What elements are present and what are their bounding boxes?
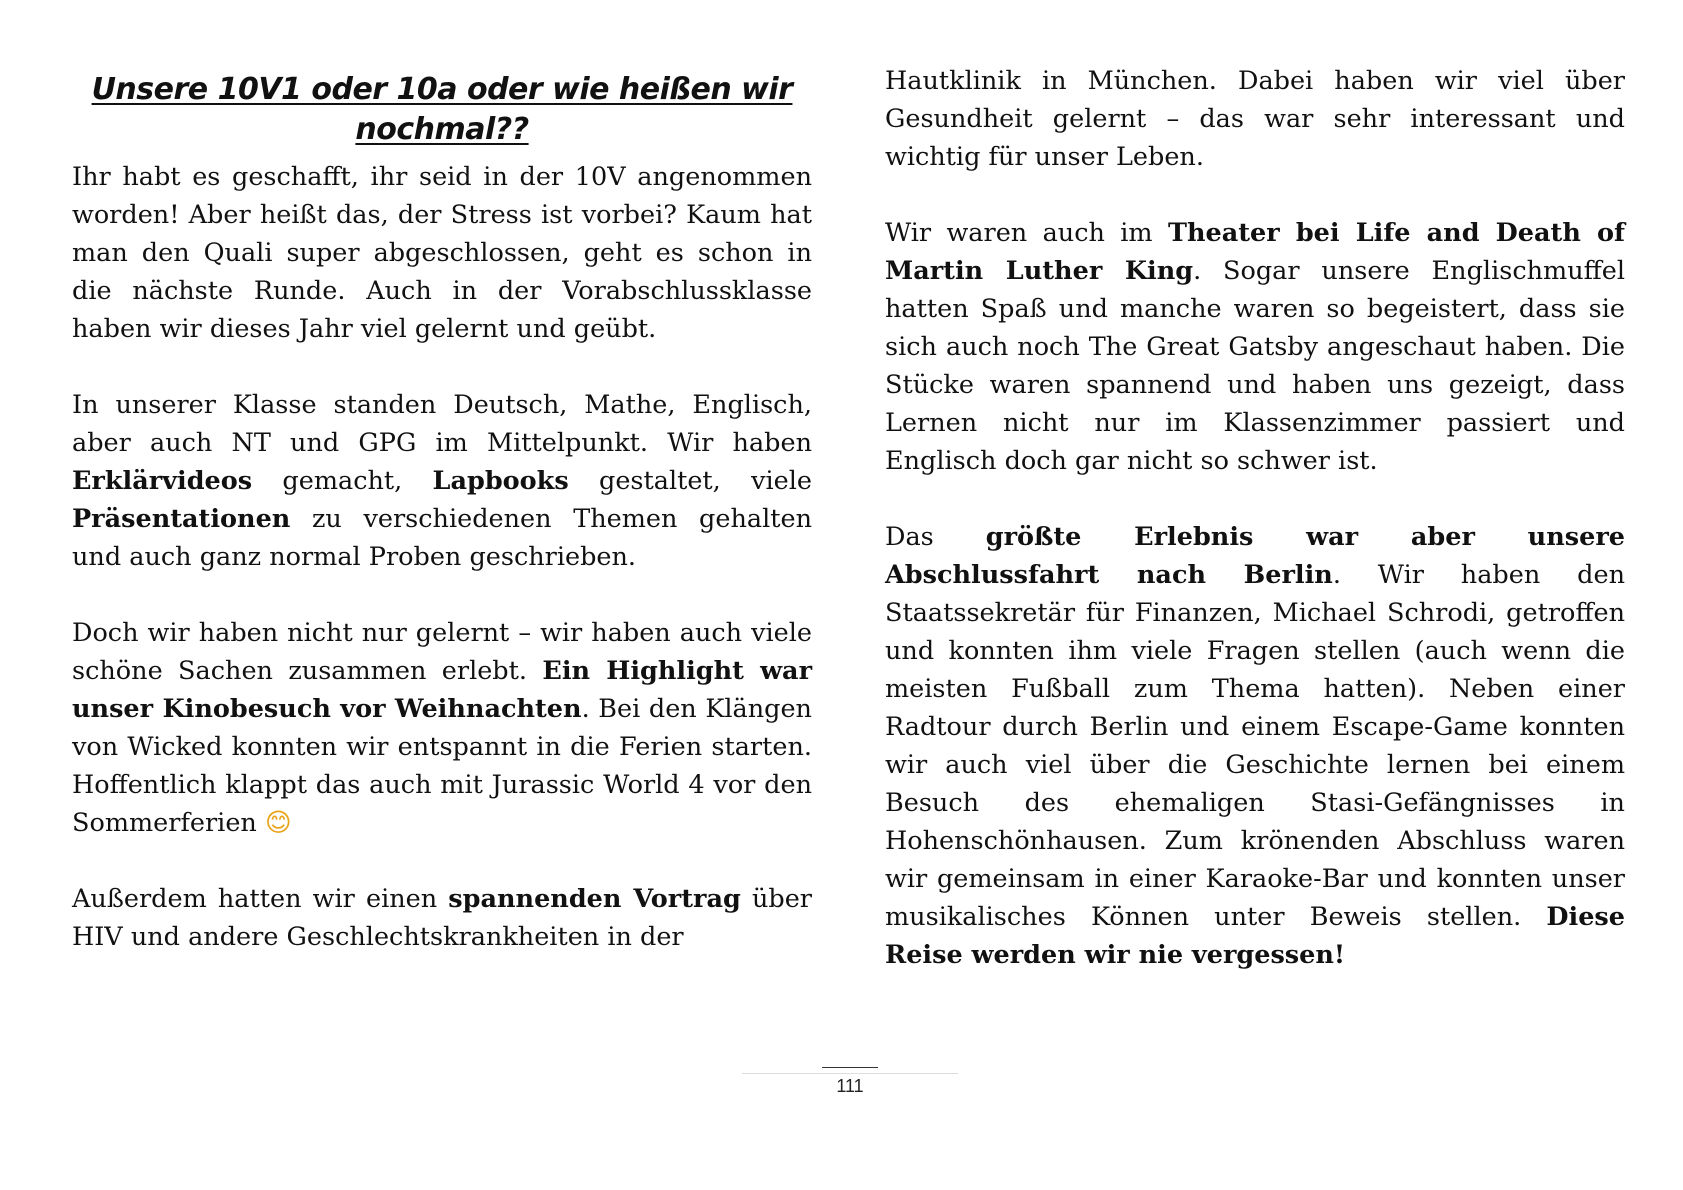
- footer-divider-tick: [822, 1067, 878, 1068]
- smiley-icon: 😊: [264, 808, 292, 838]
- paragraph-vortrag: Außerdem hatten wir einen spannenden Vortrag über HIV und andere Geschlechtskrankheiten in der: [72, 884, 812, 952]
- bold-praesentationen: Präsentationen: [72, 504, 291, 534]
- bold-vortrag: spannenden Vortrag: [448, 884, 741, 914]
- footer-divider: [742, 1073, 958, 1074]
- right-column: [885, 62, 1625, 1012]
- page-number: 111: [836, 1076, 864, 1096]
- bold-theater: Theater bei Life and Death of Martin Luther King: [885, 218, 1625, 286]
- paragraph-berlin: Das größte Erlebnis war aber unsere Abschlussfahrt nach Berlin. Wir haben den Staatssekretär für Finanzen, Michael Schrodi, getroffen und konnten ihm viele Fragen stellen (auch wenn die meisten Fußball zum Thema hatten). Neben einer Radtour durch Berlin und einem Escape-Game konnten wir auch viel über die Geschichte lernen bei einem Besuch des ehemaligen Stasi-Gefängnisses in Hohenschönhausen. Zum krönenden Abschluss waren wir gemeinsam in einer Karaoke-Bar und konnten unser musikalisches Können unter Beweis stellen. Diese Reise werden wir nie vergessen!: [885, 522, 1625, 970]
- article-title: Unsere 10V1 oder 10a oder wie heißen wir nochmal??: [91, 72, 793, 147]
- bold-reise: Diese Reise werden wir nie vergessen!: [885, 902, 1625, 970]
- paragraph-hautklinik: Hautklinik in München. Dabei haben wir viel über Gesundheit gelernt – das war sehr interessant und wichtig für unser Leben.: [885, 66, 1625, 172]
- left-column: [72, 62, 812, 994]
- bold-abschlussfahrt: größte Erlebnis war aber unsere Abschlussfahrt nach Berlin: [885, 522, 1625, 590]
- paragraph-intro: Ihr habt es geschafft, ihr seid in der 10V angenommen worden! Aber heißt das, der Stress ist vorbei? Kaum hat man den Quali super abgeschlossen, geht es schon in die nächste Runde. Auch in der Vorabschlussklasse haben wir dieses Jahr viel gelernt und geübt.: [72, 162, 812, 344]
- bold-lapbooks: Lapbooks: [432, 466, 569, 496]
- paragraph-theater: Wir waren auch im Theater bei Life and Death of Martin Luther King. Sogar unsere Englischmuffel hatten Spaß und manche waren so begeistert, dass sie sich auch noch The Great Gatsby angeschaut haben. Die Stücke waren spannend und haben uns gezeigt, dass Lernen nicht nur im Klassenzimmer passiert und Englisch doch gar nicht so schwer ist.: [885, 218, 1625, 476]
- paragraph-highlights: Doch wir haben nicht nur gelernt – wir haben auch viele schöne Sachen zusammen erlebt. Ein Highlight war unser Kinobesuch vor Weihnachten. Bei den Klängen von Wicked konnten wir entspannt in die Ferien starten. Hoffentlich klappt das auch mit Jurassic World 4 vor den Sommerferien 😊: [72, 618, 813, 838]
- bold-kinobesuch: Ein Highlight war unser Kinobesuch vor Weihnachten: [72, 656, 813, 724]
- paragraph-subjects: In unserer Klasse standen Deutsch, Mathe, Englisch, aber auch NT und GPG im Mittelpunkt. Wir haben Erklärvideos gemacht, Lapbooks gestaltet, viele Präsentationen zu verschiedenen Themen gehalten und auch ganz normal Proben geschrieben.: [72, 390, 812, 572]
- bold-erklaervideos: Erklärvideos: [72, 466, 253, 496]
